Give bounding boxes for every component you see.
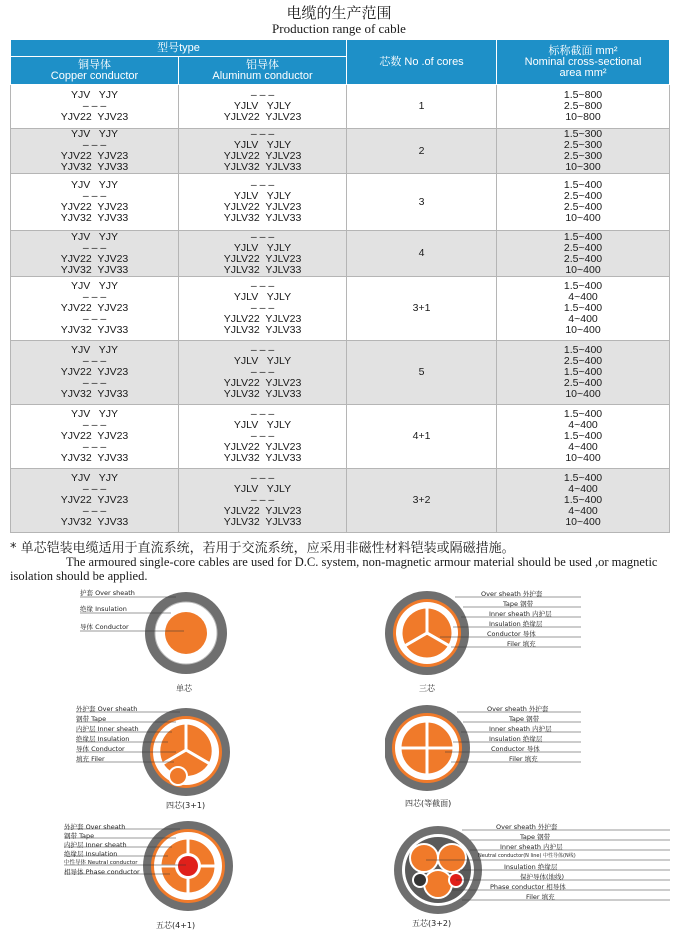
copper-line: YJV32 YJV33 <box>60 161 129 173</box>
area-line: 1.5~400 <box>563 408 603 420</box>
four31-label-4: 导体 Conductor <box>76 745 125 753</box>
table-row <box>11 231 670 277</box>
three-label-5: Filer 填充 <box>507 640 536 648</box>
table-body <box>11 85 670 533</box>
five32-label-6: Phase conductor 相导体 <box>490 883 566 891</box>
area-line: 10~400 <box>565 452 601 464</box>
cell-copper <box>11 129 179 174</box>
copper-line: YJV32 YJV33 <box>60 388 129 400</box>
copper-line: – – – <box>82 291 107 303</box>
copper-line: – – – <box>82 241 107 254</box>
five41-label-2: 内护层 Inner sheath <box>64 841 127 849</box>
copper-line: YJV32 YJV33 <box>60 324 129 336</box>
copper-line: YJV22 YJV23 <box>60 201 129 213</box>
area-line: 1.5~400 <box>563 280 603 292</box>
four31-label-2: 内护层 Inner sheath <box>76 725 139 733</box>
foureq-label-4: Conductor 导体 <box>491 745 540 753</box>
area-line: 1.5~400 <box>563 472 603 484</box>
cell-area <box>497 85 670 129</box>
aluminum-line: YJLV YJLY <box>233 100 292 112</box>
area-line: 2.5~400 <box>563 252 603 265</box>
table-row <box>11 277 670 341</box>
aluminum-line: YJLV YJLY <box>233 139 292 151</box>
five32-label-0: Over sheath 外护套 <box>496 823 558 831</box>
area-line: 2.5~300 <box>563 150 603 162</box>
aluminum-line: YJLV22 YJLV23 <box>223 252 302 265</box>
copper-line: – – – <box>82 505 107 517</box>
area-line: 10~400 <box>565 263 601 276</box>
diagram-three-core <box>385 585 585 695</box>
cell-cores: 2 <box>347 129 497 174</box>
aluminum-line: YJLV32 YJLV33 <box>223 388 302 400</box>
cell-cores: 4 <box>347 231 497 277</box>
area-line: 1.5~400 <box>563 344 603 356</box>
copper-line: YJV22 YJV23 <box>60 252 129 265</box>
aluminum-line: – – – <box>250 302 275 314</box>
five41-label-5: 相导体 Phase conductor <box>64 868 140 876</box>
header-copper-en: Copper conductor <box>50 69 139 82</box>
aluminum-line: – – – <box>250 280 275 292</box>
foureq-label-0: Over sheath 外护套 <box>487 705 549 713</box>
three-caption: 三芯 <box>419 684 435 693</box>
header-copper <box>11 57 179 85</box>
five41-label-1: 钢带 Tape <box>64 832 95 840</box>
copper-line: – – – <box>82 190 107 202</box>
five32-label-5: 保护导体(地线) <box>520 873 565 881</box>
area-line: 2.5~400 <box>563 190 603 202</box>
table-row <box>11 129 670 174</box>
area-line: 4~400 <box>568 419 598 431</box>
copper-line: YJV32 YJV33 <box>60 212 129 224</box>
cell-copper <box>11 405 179 469</box>
area-line: 4~400 <box>568 483 598 495</box>
cell-aluminum <box>179 174 347 231</box>
aluminum-line: – – – <box>250 179 275 191</box>
cell-area <box>497 231 670 277</box>
area-line: 1.5~400 <box>563 179 603 191</box>
aluminum-line: YJLV22 YJLV23 <box>223 313 302 325</box>
cell-area <box>497 129 670 174</box>
area-line: 10~400 <box>565 212 601 224</box>
four31-caption: 四芯(3+1) <box>166 801 206 810</box>
cell-cores: 3+2 <box>347 469 497 533</box>
aluminum-line: YJLV22 YJLV23 <box>223 150 302 162</box>
area-line: 4~400 <box>568 313 598 325</box>
copper-line: YJV YJY <box>70 472 119 484</box>
copper-line: – – – <box>82 139 107 151</box>
single-core-illustration <box>76 585 246 695</box>
diagram-single-core <box>76 585 246 695</box>
aluminum-line: YJLV YJLY <box>233 241 292 254</box>
aluminum-line: YJLV32 YJLV33 <box>223 212 302 224</box>
aluminum-line: YJLV22 YJLV23 <box>223 377 302 389</box>
page-title-cn: 电缆的生产范围 <box>286 4 392 22</box>
area-line: 10~400 <box>565 516 601 528</box>
header-area-en2: area mm² <box>559 66 607 79</box>
aluminum-line: YJLV YJLY <box>233 190 292 202</box>
five32-label-7: Filer 填充 <box>526 893 555 901</box>
three-label-2: Inner sheath 内护层 <box>489 610 552 618</box>
diagram-five-core-3plus2 <box>392 814 672 934</box>
cell-area <box>497 174 670 231</box>
header-area <box>497 40 670 85</box>
cell-copper <box>11 469 179 533</box>
cell-area <box>497 341 670 405</box>
five32-caption: 五芯(3+2) <box>412 919 452 928</box>
four31-label-0: 外护套 Over sheath <box>76 705 138 713</box>
aluminum-line: YJLV32 YJLV33 <box>223 452 302 464</box>
area-line: 1.5~300 <box>563 128 603 140</box>
single-label-0: 护套 Over sheath <box>80 589 135 597</box>
area-line: 2.5~400 <box>563 201 603 213</box>
area-line: 10~400 <box>565 324 601 336</box>
five41-label-4: 中性导体 Neutral conductor <box>64 860 138 866</box>
copper-line: – – – <box>82 419 107 431</box>
foureq-label-1: Tape 钢带 <box>509 715 540 723</box>
cell-cores: 3+1 <box>347 277 497 341</box>
foureq-label-5: Filer 填充 <box>509 755 538 763</box>
cell-area <box>497 469 670 533</box>
area-line: 4~400 <box>568 291 598 303</box>
five41-caption: 五芯(4+1) <box>156 921 196 930</box>
cell-aluminum <box>179 405 347 469</box>
cell-aluminum <box>179 85 347 129</box>
copper-line: YJV32 YJV33 <box>60 263 129 276</box>
three-label-0: Over sheath 外护套 <box>481 590 543 598</box>
aluminum-line: YJLV22 YJLV23 <box>223 111 302 123</box>
copper-line: YJV22 YJV23 <box>60 111 129 123</box>
copper-line: YJV22 YJV23 <box>60 430 129 442</box>
area-line: 1.5~400 <box>563 430 603 442</box>
production-range-table <box>10 39 670 533</box>
cell-cores: 5 <box>347 341 497 405</box>
aluminum-line: YJLV22 YJLV23 <box>223 505 302 517</box>
aluminum-line: – – – <box>250 494 275 506</box>
copper-line: YJV YJY <box>70 344 119 356</box>
five41-label-3: 绝缘层 Insulation <box>64 850 118 858</box>
copper-line: YJV22 YJV23 <box>60 150 129 162</box>
area-line: 4~400 <box>568 505 598 517</box>
aluminum-line: – – – <box>250 430 275 442</box>
diagram-five-core-4plus1 <box>60 818 260 934</box>
diagram-four-core-3plus1 <box>76 700 266 812</box>
copper-line: YJV YJY <box>70 128 119 140</box>
aluminum-line: – – – <box>250 89 275 101</box>
three-label-1: Tape 钢带 <box>503 600 534 608</box>
area-line: 4~400 <box>568 441 598 453</box>
area-line: 1.5~400 <box>563 230 603 243</box>
copper-line: YJV32 YJV33 <box>60 452 129 464</box>
area-line: 10~300 <box>565 161 601 173</box>
aluminum-line: YJLV22 YJLV23 <box>223 441 302 453</box>
cell-aluminum <box>179 277 347 341</box>
copper-line: – – – <box>82 377 107 389</box>
cell-cores: 3 <box>347 174 497 231</box>
cell-aluminum <box>179 341 347 405</box>
copper-line: YJV22 YJV23 <box>60 302 129 314</box>
copper-line: – – – <box>82 100 107 112</box>
note-en: The armoured single-core cables are used for D.C. system, non-magnetic armour material should be used ,or magnetic isolation should be applied. <box>10 555 658 583</box>
foureq-label-3: Insulation 绝缘层 <box>489 735 543 743</box>
five32-label-4: Insulation 绝缘层 <box>504 863 558 871</box>
four31-label-1: 钢带 Tape <box>76 715 107 723</box>
area-line: 1.5~400 <box>563 494 603 506</box>
header-area-en1: Nominal cross-sectional <box>524 55 642 68</box>
area-line: 2.5~800 <box>563 100 603 112</box>
cell-area <box>497 405 670 469</box>
area-line: 2.5~400 <box>563 377 603 389</box>
aluminum-line: – – – <box>250 408 275 420</box>
aluminum-line: YJLV YJLY <box>233 419 292 431</box>
three-label-4: Conductor 导体 <box>487 630 536 638</box>
copper-line: – – – <box>82 355 107 367</box>
aluminum-line: YJLV YJLY <box>233 355 292 367</box>
cell-cores: 1 <box>347 85 497 129</box>
area-line: 2.5~400 <box>563 355 603 367</box>
copper-line: YJV22 YJV23 <box>60 494 129 506</box>
note-cn: * 单芯铠装电缆适用于直流系统，若用于交流系统，应采用非磁性材料铠装或隔磁措施。 <box>10 541 515 556</box>
five32-label-1: Tape 钢带 <box>520 833 551 841</box>
five32-label-2: Inner sheath 内护层 <box>500 843 563 851</box>
copper-line: YJV YJY <box>70 230 119 243</box>
aluminum-line: YJLV32 YJLV33 <box>223 324 302 336</box>
cell-aluminum <box>179 469 347 533</box>
cell-copper <box>11 231 179 277</box>
aluminum-line: – – – <box>250 472 275 484</box>
header-cores: 芯数 No .of cores <box>347 40 497 85</box>
aluminum-line: YJLV22 YJLV23 <box>223 201 302 213</box>
single-label-1: 绝缘 Insulation <box>80 605 127 613</box>
table-row <box>11 174 670 231</box>
copper-line: – – – <box>82 483 107 495</box>
aluminum-line: YJLV32 YJLV33 <box>223 516 302 528</box>
aluminum-line: YJLV YJLY <box>233 291 292 303</box>
aluminum-line: – – – <box>250 344 275 356</box>
foureq-caption: 四芯(等截面) <box>405 799 452 808</box>
aluminum-line: YJLV32 YJLV33 <box>223 263 302 276</box>
copper-line: – – – <box>82 441 107 453</box>
header-aluminum <box>179 57 347 85</box>
cell-cores: 4+1 <box>347 405 497 469</box>
table-row <box>11 469 670 533</box>
header-aluminum-cn: 铝导体 <box>246 58 279 71</box>
copper-line: YJV YJY <box>70 408 119 420</box>
cell-aluminum <box>179 231 347 277</box>
copper-line: – – – <box>82 313 107 325</box>
area-line: 2.5~300 <box>563 139 603 151</box>
copper-line: YJV YJY <box>70 280 119 292</box>
aluminum-line: – – – <box>250 128 275 140</box>
area-line: 1.5~400 <box>563 366 603 378</box>
header-copper-cn: 铜导体 <box>78 58 111 71</box>
cell-copper <box>11 85 179 129</box>
cell-copper <box>11 341 179 405</box>
four31-label-5: 填充 Filer <box>76 755 105 763</box>
aluminum-line: – – – <box>250 366 275 378</box>
cell-area <box>497 277 670 341</box>
four-equal-illustration <box>385 700 585 812</box>
cell-aluminum <box>179 129 347 174</box>
single-label-2: 导体 Conductor <box>80 623 129 631</box>
area-line: 10~400 <box>565 388 601 400</box>
diagram-four-core-equal <box>385 700 585 812</box>
copper-line: YJV YJY <box>70 89 119 101</box>
five32-label-3: Neutral conductor(N line) 中性导体(N线) <box>478 853 576 859</box>
table-row <box>11 405 670 469</box>
page-title-en: Production range of cable <box>272 21 406 36</box>
three-core-illustration <box>385 585 585 695</box>
area-line: 1.5~800 <box>563 89 603 101</box>
three-label-3: Insulation 绝缘层 <box>489 620 543 628</box>
four31-label-3: 绝缘层 Insulation <box>76 735 130 743</box>
aluminum-line: YJLV32 YJLV33 <box>223 161 302 173</box>
header-area-cn: 标称截面 mm² <box>548 44 618 57</box>
area-line: 1.5~400 <box>563 302 603 314</box>
single-caption: 单芯 <box>176 684 192 693</box>
table-row <box>11 341 670 405</box>
header-aluminum-en: Aluminum conductor <box>212 69 313 82</box>
copper-line: YJV32 YJV33 <box>60 516 129 528</box>
aluminum-line: YJLV YJLY <box>233 483 292 495</box>
header-type: 型号type <box>11 40 347 57</box>
foureq-label-2: Inner sheath 内护层 <box>489 725 552 733</box>
cell-copper <box>11 277 179 341</box>
copper-line: YJV YJY <box>70 179 119 191</box>
copper-line: YJV22 YJV23 <box>60 366 129 378</box>
cell-copper <box>11 174 179 231</box>
aluminum-line: – – – <box>250 230 275 243</box>
area-line: 2.5~400 <box>563 241 603 254</box>
table-row <box>11 85 670 129</box>
area-line: 10~800 <box>565 111 601 123</box>
five41-label-0: 外护套 Over sheath <box>64 823 126 831</box>
